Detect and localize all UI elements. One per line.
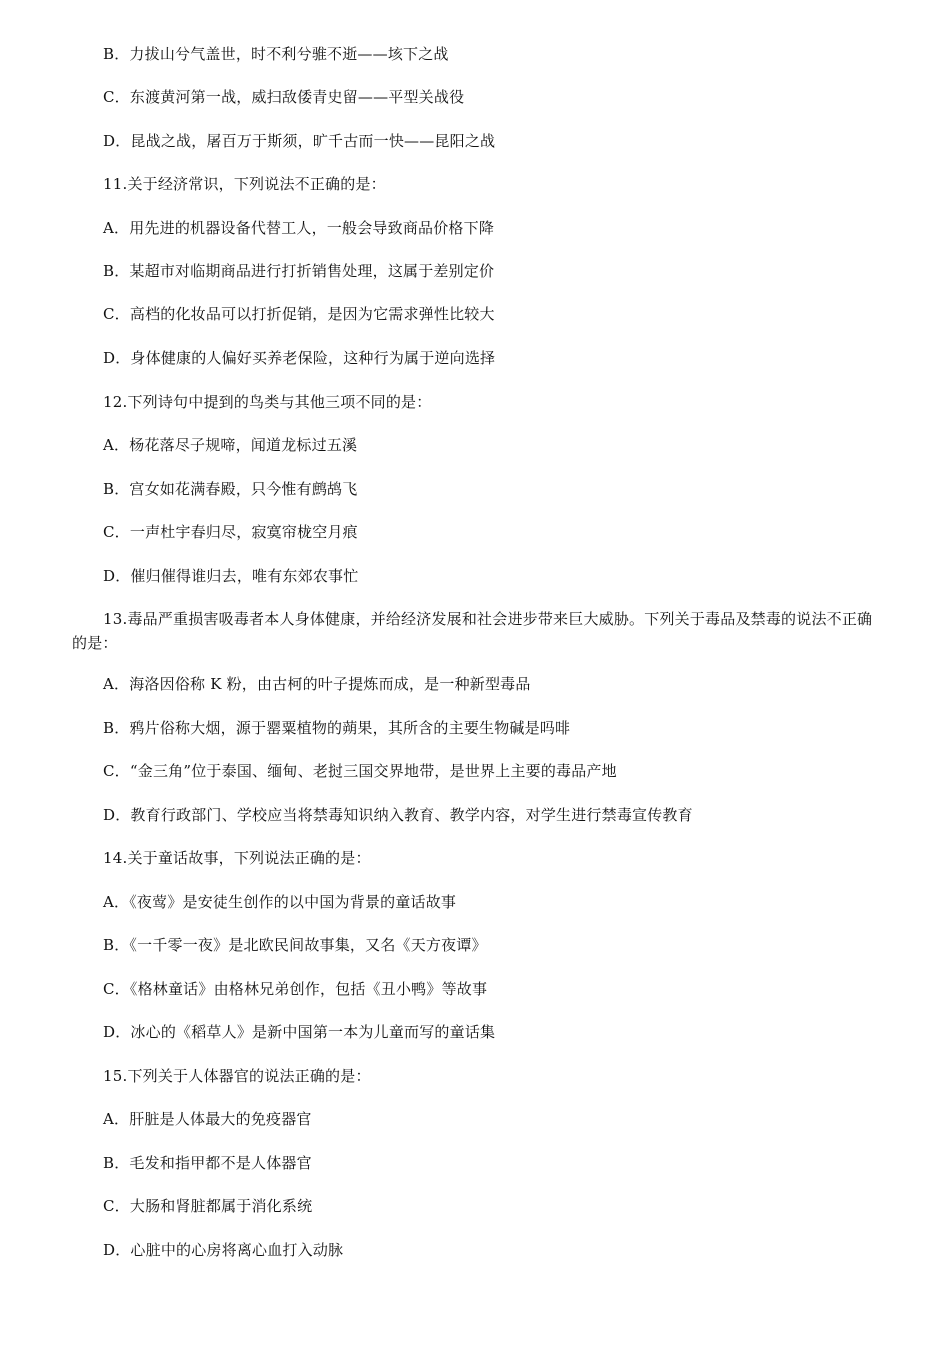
q12-stem: 12.下列诗句中提到的鸟类与其他三项不同的是：: [103, 393, 432, 411]
q10-option-c: C．东渡黄河第一战，威扫敌倭青史留——平型关战役: [103, 88, 465, 106]
q10-option-b: B．力拔山兮气盖世，时不利兮骓不逝——垓下之战: [103, 45, 449, 63]
q14-option-a: A．《夜莺》是安徒生创作的以中国为背景的童话故事: [103, 893, 457, 911]
q13-stem: 13.毒品严重损害吸毒者本人身体健康，并给经济发展和社会进步带来巨大威胁。下列关于毒品及禁毒的说法不正确的是：: [72, 610, 873, 652]
q14-option-b: B．《一千零一夜》是北欧民间故事集，又名《天方夜谭》: [103, 936, 487, 954]
q13-option-d: D．教育行政部门、学校应当将禁毒知识纳入教育、教学内容，对学生进行禁毒宣传教育: [103, 806, 693, 824]
q12-option-c: C．一声杜宇春归尽，寂寞帘栊空月痕: [103, 523, 358, 541]
q15-option-a: A．肝脏是人体最大的免疫器官: [103, 1110, 312, 1128]
q11-option-a: A．用先进的机器设备代替工人，一般会导致商品价格下降: [103, 219, 495, 237]
q14-stem: 14.关于童话故事，下列说法正确的是：: [103, 849, 371, 867]
q15-option-d: D．心脏中的心房将离心血打入动脉: [103, 1241, 344, 1259]
q12-option-b: B．宫女如花满春殿，只今惟有鹧鸪飞: [103, 480, 358, 498]
q13-option-a: A．海洛因俗称 K 粉，由古柯的叶子提炼而成，是一种新型毒品: [103, 675, 531, 693]
q11-stem: 11.关于经济常识，下列说法不正确的是：: [103, 175, 386, 193]
q13-option-c: C．“金三角”位于泰国、缅甸、老挝三国交界地带，是世界上主要的毒品产地: [103, 762, 617, 780]
q11-option-d: D．身体健康的人偏好买养老保险，这种行为属于逆向选择: [103, 349, 496, 367]
q11-option-c: C．高档的化妆品可以打折促销，是因为它需求弹性比较大: [103, 305, 495, 323]
q13-option-b: B．鸦片俗称大烟，源于罂粟植物的蒴果，其所含的主要生物碱是吗啡: [103, 719, 571, 737]
q10-option-d: D．昆战之战，屠百万于斯须，旷千古而一快——昆阳之战: [103, 132, 496, 150]
q12-option-d: D．催归催得谁归去，唯有东郊农事忙: [103, 567, 359, 585]
q15-option-b: B．毛发和指甲都不是人体器官: [103, 1154, 312, 1172]
q11-option-b: B．某超市对临期商品进行打折销售处理，这属于差别定价: [103, 262, 495, 280]
q15-option-c: C．大肠和肾脏都属于消化系统: [103, 1197, 313, 1215]
q15-stem: 15.下列关于人体器官的说法正确的是：: [103, 1067, 371, 1085]
q14-option-d: D．冰心的《稻草人》是新中国第一本为儿童而写的童话集: [103, 1023, 496, 1041]
q12-option-a: A．杨花落尽子规啼，闻道龙标过五溪: [103, 436, 358, 454]
q14-option-c: C．《格林童话》由格林兄弟创作，包括《丑小鸭》等故事: [103, 980, 488, 998]
